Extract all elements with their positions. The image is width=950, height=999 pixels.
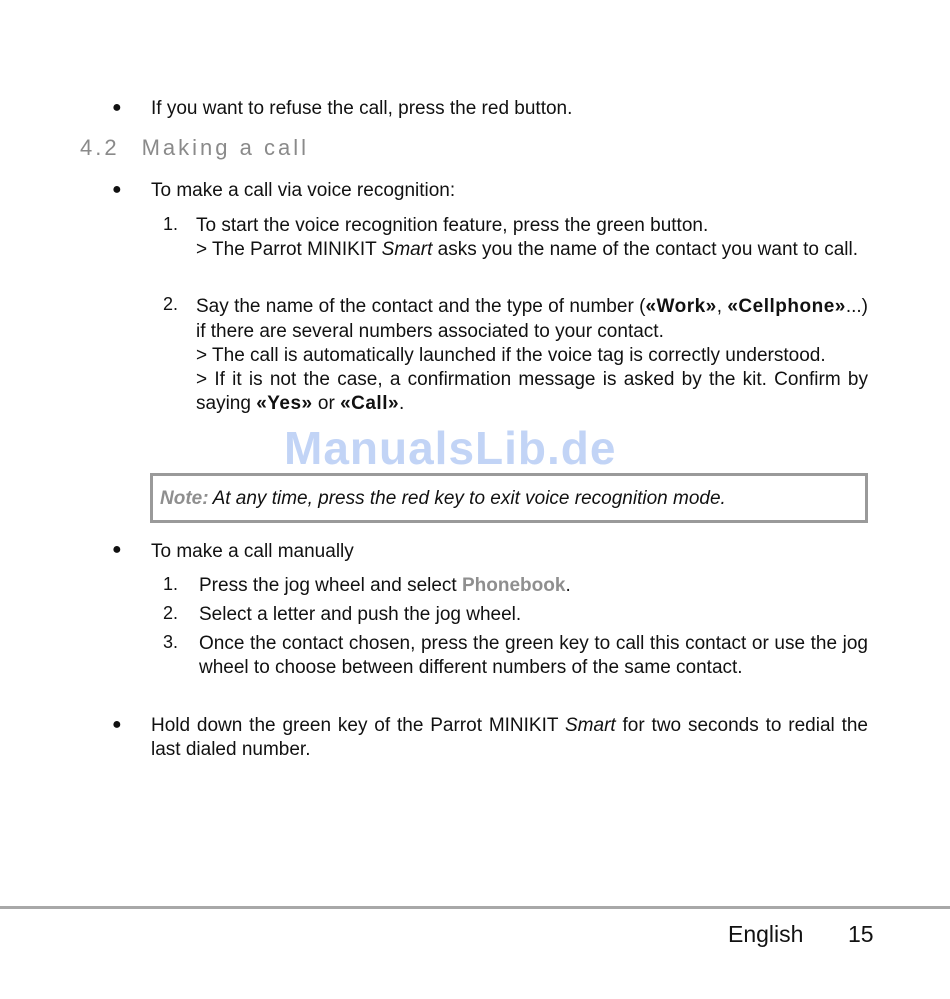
voice-step-1 — [196, 214, 868, 262]
redial-text-part: Hold down the green key of the Parrot MINIKIT — [151, 715, 565, 736]
menu-phonebook: Phonebook — [462, 575, 566, 596]
voice-step-1-line: To start the voice recognition feature, press the green button. — [196, 215, 709, 236]
section-title: Making a call — [141, 135, 309, 160]
step-number: 2. — [163, 603, 179, 623]
section-heading — [80, 136, 309, 160]
keyword-yes: «Yes» — [256, 393, 313, 414]
punctuation: , — [716, 296, 723, 317]
note-label: Note: — [160, 488, 209, 509]
punctuation: . — [399, 393, 405, 414]
bullet-dot: ● — [112, 181, 122, 198]
step-number: 1. — [163, 214, 179, 234]
step-text: Press the jog wheel and select — [199, 575, 462, 596]
result-text: asks you the name of the contact you want to call. — [432, 239, 858, 260]
voice-step-2 — [196, 294, 868, 416]
voice-step-2-say — [196, 294, 868, 344]
manual-step-1 — [199, 574, 571, 598]
manual-step-2: Select a letter and push the jog wheel. — [199, 604, 522, 625]
product-name: Smart — [565, 715, 616, 736]
voice-step-2-auto: > The call is automatically launched if the voice tag is correctly understood. — [196, 345, 826, 366]
punctuation: . — [565, 575, 571, 596]
bullet-dot: ● — [112, 541, 122, 558]
note-content — [160, 487, 726, 511]
voice-step-2-confirm — [196, 368, 868, 416]
step-text: or — [312, 393, 341, 414]
step-text: > If it is not the case, a confirmation message is asked by the kit. Confirm by saying — [196, 369, 868, 414]
step-text: Say the name of the contact and the type of number ( — [196, 296, 646, 317]
keyword-cellphone: «Cellphone» — [727, 296, 846, 317]
section-number: 4.2 — [80, 135, 120, 160]
result-text: > The Parrot MINIKIT — [196, 239, 382, 260]
keyword-call: «Call» — [340, 393, 400, 414]
manual-intro: To make a call manually — [151, 541, 354, 562]
voice-step-1-result — [196, 238, 868, 262]
watermark: ManualsLib.de — [284, 422, 617, 474]
product-name: Smart — [381, 239, 433, 260]
bullet-dot: ● — [112, 716, 122, 733]
step-number: 1. — [163, 574, 179, 594]
page-number: 15 — [848, 921, 874, 947]
step-number: 2. — [163, 294, 179, 314]
refuse-text: If you want to refuse the call, press the red button. — [151, 98, 573, 119]
note-box — [150, 473, 868, 523]
step-text: ...) if there are several numbers associated to your contact. — [196, 296, 869, 342]
manual-step-3: Once the contact chosen, press the green key to call this contact or use the jog wheel to choose between different numbers of the same contact. — [199, 633, 868, 678]
note-text: At any time, press the red key to exit voice recognition mode. — [212, 488, 726, 509]
redial-text-part: for two seconds to redial the last dialed number. — [151, 715, 868, 760]
footer-language: English — [728, 921, 804, 947]
bullet-dot: ● — [112, 99, 122, 116]
footer-divider — [0, 906, 950, 909]
voice-intro: To make a call via voice recognition: — [151, 180, 456, 201]
step-number: 3. — [163, 632, 179, 652]
keyword-work: «Work» — [645, 296, 717, 317]
redial-text — [151, 714, 868, 762]
